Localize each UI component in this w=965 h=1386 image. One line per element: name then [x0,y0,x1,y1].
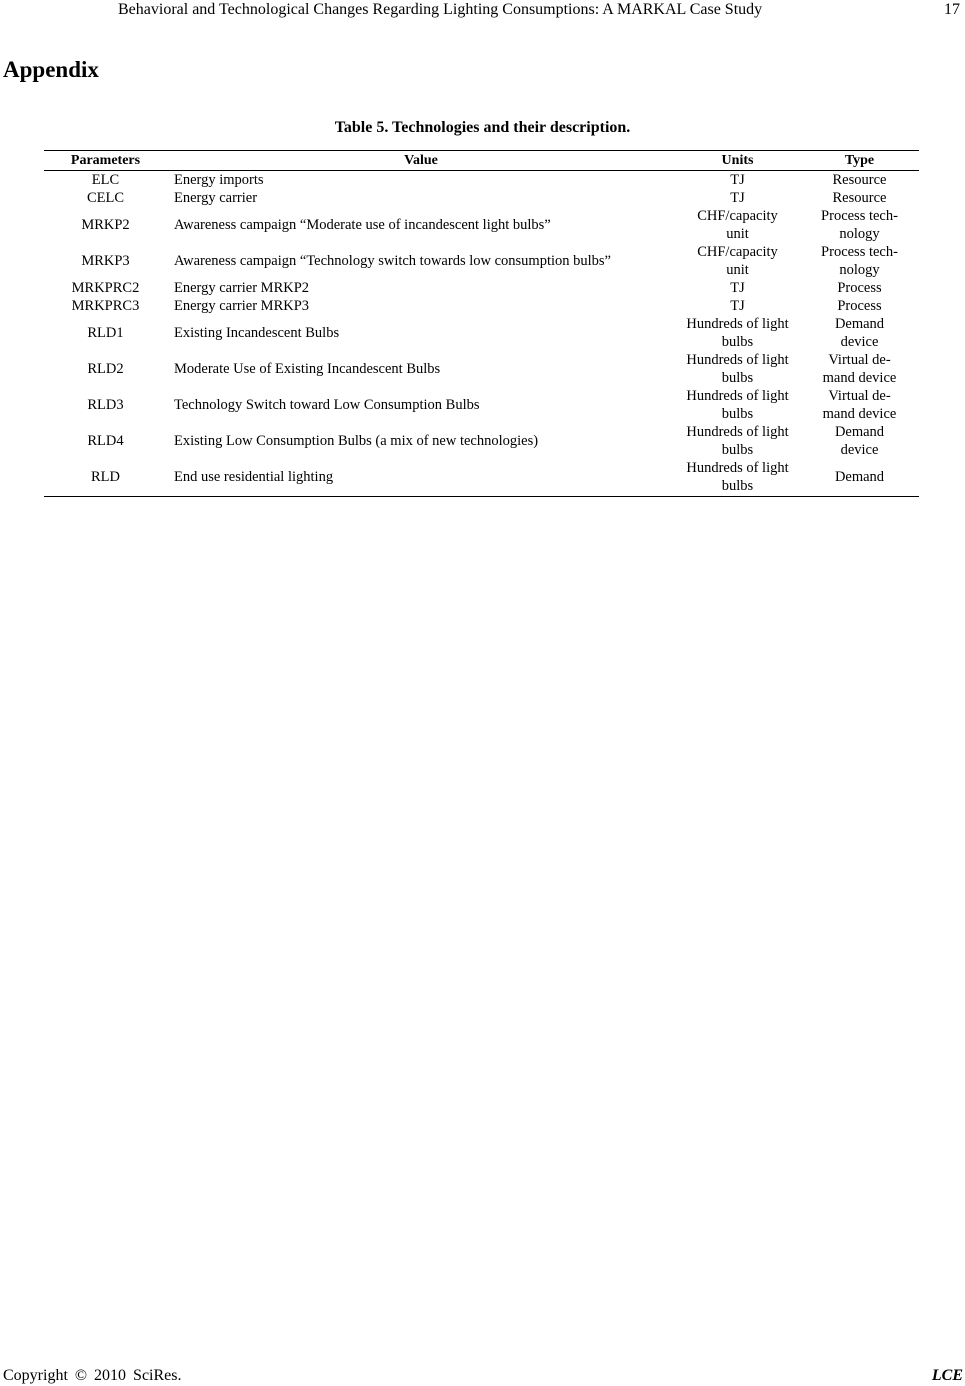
cell-units-line: Hundreds of light [686,460,789,476]
cell-type-line: Virtual de- [828,388,891,404]
cell-value: End use residential lighting [167,459,675,497]
cell-type-line: nology [839,226,880,242]
cell-type-line: Process tech- [821,208,898,224]
cell-value: Energy carrier [174,190,258,206]
cell-units-line: bulbs [721,442,754,458]
cell-type-line: Process tech- [821,244,898,260]
cell-parameter: MRKP3 [81,253,130,269]
table-row [44,297,919,315]
cell-units [675,207,800,243]
cell-value: Awareness campaign “Technology switch towards low consumption bulbs” [174,253,611,269]
cell-units [675,189,800,207]
cell-units-line: bulbs [721,370,754,386]
cell-parameter: ELC [91,172,120,188]
cell-units-line: bulbs [721,478,754,494]
table-row [44,387,919,423]
table-header [44,151,919,171]
cell-value: Existing Incandescent Bulbs [174,325,340,341]
footer [3,1367,963,1385]
cell-units-line: unit [726,262,749,278]
cell-units [675,315,800,351]
table-row [44,171,919,190]
cell-type-line: nology [839,262,880,278]
table-row [44,207,919,243]
cell-type-line: Process [837,280,882,296]
cell-type [800,171,919,190]
cell-value: Awareness campaign “Moderate use of incandescent light bulbs” [174,217,551,233]
page-number: 17 [944,1,960,18]
cell-parameter: RLD4 [87,433,124,449]
running-header [0,0,965,22]
cell-parameter: MRKPRC2 [71,280,140,296]
cell-parameter: RLD1 [87,325,124,341]
table-row [44,315,919,351]
cell-parameter: RLD [44,459,167,497]
cell-units-line: TJ [730,190,745,206]
cell-parameter: MRKP2 [81,217,130,233]
cell-units [675,423,800,459]
section-heading: Appendix [3,57,99,82]
table-row [44,459,919,497]
cell-units [675,171,800,190]
cell-value: Energy imports [174,172,264,188]
cell-value: Moderate Use of Existing Incandescent Bulbs [174,361,441,377]
cell-parameter: RLD2 [87,361,124,377]
cell-parameter: RLD3 [87,397,124,413]
cell-type-line: device [840,442,879,458]
cell-units-line: bulbs [721,334,754,350]
cell-units-line: bulbs [721,406,754,422]
cell-units [675,297,800,315]
cell-type [800,207,919,243]
column-header-value: Value [167,151,675,171]
cell-type-line: Resource [832,190,887,206]
cell-type-line: mand device [822,406,897,422]
cell-type-line: mand device [822,370,897,386]
copyright-notice: Copyright © 2010 SciRes. [3,1367,182,1384]
cell-type-line: Resource [832,172,887,188]
cell-units-line: TJ [730,280,745,296]
cell-value: Technology Switch toward Low Consumption Bulbs [174,397,480,413]
table-row [44,351,919,387]
cell-value: Energy carrier MRKP2 [174,280,310,296]
cell-units [675,351,800,387]
cell-units-line: Hundreds of light [686,352,789,368]
cell-units [675,387,800,423]
column-header-type: Type [800,151,919,171]
cell-type [800,189,919,207]
cell-type [800,459,919,497]
table-header-row [44,151,919,171]
cell-units [675,279,800,297]
cell-type [800,243,919,279]
cell-type-line: Process [837,298,882,314]
cell-type-line: Demand [834,469,885,485]
table-row [44,279,919,297]
table-body [44,171,919,497]
cell-units-line: Hundreds of light [686,388,789,404]
cell-parameter: CELC [86,190,125,206]
cell-units-line: unit [726,226,749,242]
column-header-parameters: Parameters [44,151,167,171]
cell-units-line: TJ [730,172,745,188]
journal-abbreviation: LCE [931,1367,963,1384]
cell-units-line: Hundreds of light [686,424,789,440]
cell-units-line: TJ [730,298,745,314]
table-row [44,243,919,279]
technologies-table [44,150,919,497]
column-header-units: Units [675,151,800,171]
cell-units [675,243,800,279]
table-row [44,423,919,459]
cell-type-line: Demand [834,424,885,440]
table-row [44,189,919,207]
cell-units-line: CHF/capacity [697,244,778,260]
cell-type [800,297,919,315]
cell-units-line: Hundreds of light [686,316,789,332]
running-title: Behavioral and Technological Changes Regarding Lighting Consumptions: A MARKAL Case Study [118,1,763,18]
cell-type-line: Demand [834,316,885,332]
cell-parameter: MRKPRC3 [71,298,140,314]
cell-type-line: device [840,334,879,350]
cell-type-line: Virtual de- [828,352,891,368]
cell-type [800,315,919,351]
cell-type [800,387,919,423]
cell-value: Energy carrier MRKP3 [174,298,310,314]
cell-units [675,459,800,497]
cell-units-line: CHF/capacity [697,208,778,224]
table-caption: Table 5. Technologies and their description. [334,119,631,136]
cell-type [800,279,919,297]
cell-type [800,423,919,459]
cell-type [800,351,919,387]
cell-value: Existing Low Consumption Bulbs (a mix of new technologies) [174,433,539,449]
